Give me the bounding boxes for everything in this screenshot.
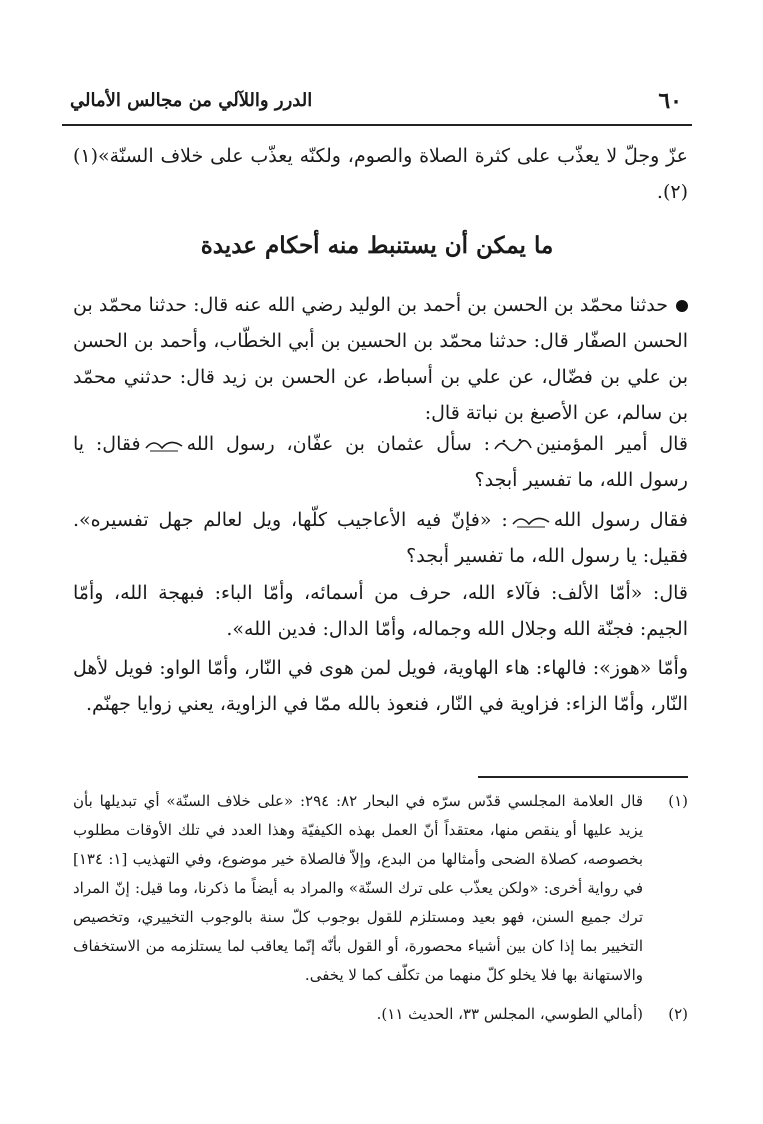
book-title: الدرر واللآلي من مجالس الأمالي bbox=[70, 90, 313, 111]
salla-allah-seal-icon bbox=[511, 512, 551, 530]
footnote-text: قال العلامة المجلسي قدّس سرّه في البحار ٨٢: ٢٩٤: «على خلاف السنّة» أي تبديلها بأن يزيد عليها أو ينقص منها، معتقداً أنّ العمل بهذه الكيفيّة وهذا العدد في تلك الأوقات مطلوب بخصوصه، كصلاة الضحى وأمثالها من البدع، وإلاّ فالصلاة خير موضوع، وفي التهذيب [١: ١٣٤] في رواية أخرى: «ولكن يعذّب على ترك السنّة» والمراد به أيضاً ما ذكرنا، وما قيل: إنّ المراد ترك جميع السنن، فهو بعيد ومستلزم للقول بوجوب كلّ سنة بالوجوب التخييري، وتخصيص التخيير بما إذا كان بين أشياء محصورة، أو القول بأنّه إنّما يعاقب لما يستلزمه من الاستخفاف والاستهانة بها فلا يخلو كلّ منهما من تكلّف كما لا يخفى. bbox=[73, 792, 644, 984]
alif-paragraph: قال: «أمّا الألف: فآلاء الله، حرف من أسمائه، وأمّا الباء: فبهجة الله، وأمّا الجيم: فجنّة الله وجلال الله وجماله، وأمّا الدال: فدين الله». bbox=[73, 582, 688, 640]
question-text-a: قال أمير المؤمنين bbox=[536, 433, 689, 455]
question-text-c: فقال: يا رسول الله، ما تفسير أبجد؟ bbox=[73, 433, 688, 491]
page-number: ٦٠ bbox=[658, 88, 682, 114]
question-paragraph bbox=[73, 426, 688, 498]
section-title: ما يمكن أن يستنبط منه أحكام عديدة bbox=[200, 232, 554, 259]
alayhi-salam-seal-icon bbox=[493, 436, 533, 454]
footnote-number: (١) bbox=[668, 792, 688, 810]
question-text-b: : سأل عثمان بن عفّان، رسول الله bbox=[186, 433, 491, 455]
salla-allah-seal-icon bbox=[144, 436, 184, 454]
continuation-paragraph: عزّ وجلّ لا يعذّب على كثرة الصلاة والصوم، ولكنّه يعذّب على خلاف السنّة»(١)(٢). bbox=[73, 145, 688, 203]
footnote-number: (٢) bbox=[668, 1005, 688, 1023]
footnote-1 bbox=[73, 787, 688, 990]
isnad-paragraph bbox=[73, 287, 688, 431]
isnad-text: حدثنا محمّد بن الحسن بن أحمد بن الوليد رضي الله عنه قال: حدثنا محمّد بن الحسن الصفّار قال: حدثنا محمّد بن الحسين بن أبي الخطّاب، وأحمد بن الحسن بن علي بن فضّال، عن علي بن أسباط، عن الحسن بن زيد قال: حدثني محمّد بن سالم، عن الأصبغ بن نباتة قال: bbox=[73, 294, 688, 424]
running-header bbox=[62, 88, 692, 126]
footnote-text: (أمالي الطوسي، المجلس ٣٣، الحديث ١١). bbox=[376, 1005, 643, 1023]
answer-paragraph bbox=[73, 502, 688, 574]
hawaz-paragraph: وأمّا «هوز»: فالهاء: هاء الهاوية، فويل لمن هوى في النّار، وأمّا الواو: فويل لأهل النّار، وأمّا الزاء: فزاوية في النّار، فنعوذ بالله ممّا في الزاوية، يعني زوايا جهنّم. bbox=[73, 657, 688, 715]
footnote-2 bbox=[73, 1000, 688, 1029]
footnote-separator bbox=[478, 776, 688, 778]
answer-text-a: فقال رسول الله bbox=[553, 509, 688, 531]
answer-text-b: : «فإنّ فيه الأعاجيب كلّها، ويل لعالم جهل تفسيره». فقيل: يا رسول الله، ما تفسير أبجد؟ bbox=[73, 509, 688, 567]
bullet-icon bbox=[676, 300, 688, 312]
